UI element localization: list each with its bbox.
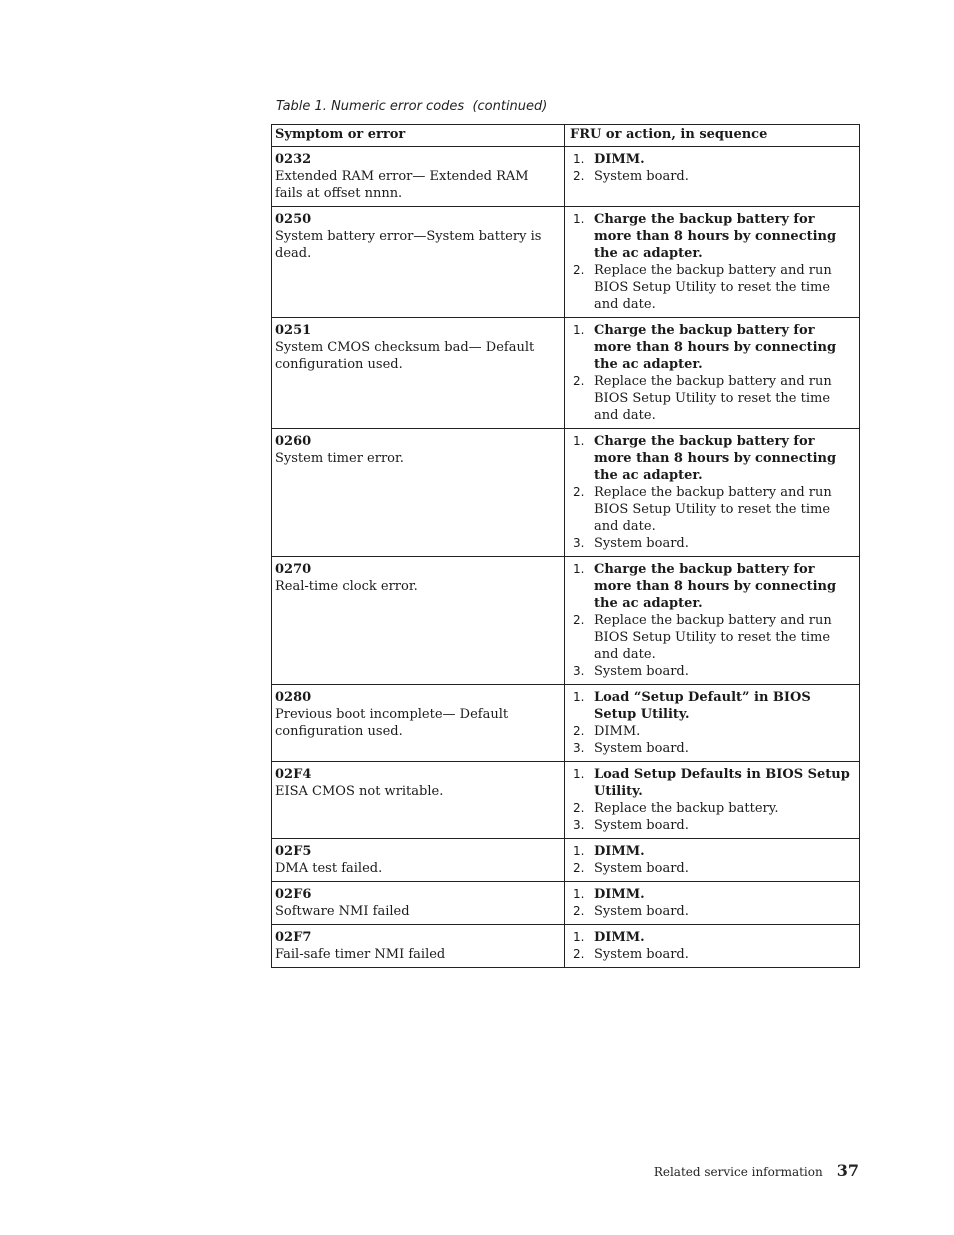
action-list	[568, 886, 855, 920]
action-text: Load “Setup Default” in BIOS Setup Utility.	[594, 690, 811, 722]
error-description: System battery error—System battery is dead.	[275, 229, 542, 261]
error-codes-table	[271, 124, 860, 968]
action-item	[568, 929, 855, 946]
error-code: 02F4	[275, 767, 312, 782]
action-item	[568, 168, 855, 185]
action-text: Load Setup Defaults in BIOS Setup Utility.	[594, 767, 850, 799]
footer-section-title: Related service information	[653, 1165, 823, 1179]
table-row	[272, 762, 860, 839]
action-list	[568, 689, 855, 757]
action-item	[568, 740, 855, 757]
error-description: EISA CMOS not writable.	[275, 784, 444, 799]
action-number: 2.	[573, 613, 585, 627]
action-text: System board.	[594, 664, 689, 679]
action-item	[568, 843, 855, 860]
action-cell	[565, 429, 860, 557]
symptom-cell	[272, 557, 565, 685]
action-number: 2.	[573, 904, 585, 918]
action-number: 1.	[573, 887, 585, 901]
symptom-cell	[272, 147, 565, 207]
table-row	[272, 882, 860, 925]
action-number: 2.	[573, 724, 585, 738]
action-text: System board.	[594, 536, 689, 551]
error-description: Software NMI failed	[275, 904, 410, 919]
error-code: 0270	[275, 562, 312, 577]
error-code: 02F7	[275, 930, 312, 945]
error-code: 0280	[275, 690, 312, 705]
action-number: 2.	[573, 263, 585, 277]
header-fru-action: FRU or action, in sequence	[565, 125, 860, 147]
action-text: System board.	[594, 169, 689, 184]
error-code: 02F5	[275, 844, 312, 859]
action-item	[568, 817, 855, 834]
action-number: 2.	[573, 801, 585, 815]
action-item	[568, 322, 855, 373]
action-item	[568, 663, 855, 680]
action-text: System board.	[594, 904, 689, 919]
symptom-cell	[272, 839, 565, 882]
action-item	[568, 561, 855, 612]
error-description: Extended RAM error— Extended RAM fails at offset nnnn.	[275, 169, 529, 201]
error-code: 0260	[275, 434, 312, 449]
action-list	[568, 322, 855, 424]
action-number: 2.	[573, 169, 585, 183]
table-row	[272, 207, 860, 318]
action-item	[568, 766, 855, 800]
table-caption: Table 1. Numeric error codes (continued)	[276, 99, 548, 114]
action-cell	[565, 557, 860, 685]
action-cell	[565, 882, 860, 925]
table-row	[272, 839, 860, 882]
action-text: Charge the backup battery for more than 8 hours by connecting the ac adapter.	[594, 562, 837, 611]
action-text: System board.	[594, 818, 689, 833]
action-item	[568, 151, 855, 168]
action-text: System board.	[594, 741, 689, 756]
error-description: Previous boot incomplete— Default configuration used.	[275, 707, 509, 739]
action-text: System board.	[594, 861, 689, 876]
action-text: Replace the backup battery and run BIOS Setup Utility to reset the time and date.	[594, 263, 832, 312]
error-code: 0250	[275, 212, 312, 227]
error-code: 0232	[275, 152, 312, 167]
action-number: 2.	[573, 374, 585, 388]
action-list	[568, 766, 855, 834]
action-cell	[565, 925, 860, 968]
action-text: DIMM.	[594, 887, 645, 902]
action-item	[568, 886, 855, 903]
action-list	[568, 843, 855, 877]
action-number: 3.	[573, 664, 585, 678]
action-list	[568, 211, 855, 313]
action-item	[568, 800, 855, 817]
action-text: DIMM.	[594, 152, 645, 167]
action-item	[568, 433, 855, 484]
table-row	[272, 429, 860, 557]
action-text: DIMM.	[594, 844, 645, 859]
action-item	[568, 903, 855, 920]
action-number: 3.	[573, 741, 585, 755]
action-number: 1.	[573, 690, 585, 704]
action-list	[568, 929, 855, 963]
table-row	[272, 925, 860, 968]
action-item	[568, 723, 855, 740]
action-text: Replace the backup battery and run BIOS Setup Utility to reset the time and date.	[594, 613, 832, 662]
action-item	[568, 373, 855, 424]
action-item	[568, 262, 855, 313]
action-number: 2.	[573, 861, 585, 875]
action-number: 1.	[573, 844, 585, 858]
error-code: 0251	[275, 323, 312, 338]
action-number: 1.	[573, 152, 585, 166]
symptom-cell	[272, 882, 565, 925]
action-number: 1.	[573, 434, 585, 448]
action-cell	[565, 147, 860, 207]
action-item	[568, 484, 855, 535]
error-description: System timer error.	[275, 451, 404, 466]
symptom-cell	[272, 762, 565, 839]
action-text: Charge the backup battery for more than 8 hours by connecting the ac adapter.	[594, 434, 837, 483]
error-description: Fail-safe timer NMI failed	[275, 947, 446, 962]
table-header-row	[272, 125, 860, 147]
symptom-cell	[272, 925, 565, 968]
action-text: System board.	[594, 947, 689, 962]
action-text: Charge the backup battery for more than 8 hours by connecting the ac adapter.	[594, 323, 837, 372]
action-cell	[565, 685, 860, 762]
action-item	[568, 946, 855, 963]
error-description: DMA test failed.	[275, 861, 383, 876]
action-number: 3.	[573, 536, 585, 550]
symptom-cell	[272, 429, 565, 557]
action-number: 1.	[573, 562, 585, 576]
action-number: 1.	[573, 930, 585, 944]
action-item	[568, 211, 855, 262]
action-cell	[565, 839, 860, 882]
action-number: 1.	[573, 212, 585, 226]
error-description: System CMOS checksum bad— Default configuration used.	[275, 340, 535, 372]
action-cell	[565, 318, 860, 429]
header-symptom: Symptom or error	[272, 125, 565, 147]
action-text: Replace the backup battery.	[594, 801, 779, 816]
symptom-cell	[272, 318, 565, 429]
action-text: Replace the backup battery and run BIOS Setup Utility to reset the time and date.	[594, 485, 832, 534]
error-code: 02F6	[275, 887, 312, 902]
action-text: Charge the backup battery for more than 8 hours by connecting the ac adapter.	[594, 212, 837, 261]
action-text: DIMM.	[594, 930, 645, 945]
action-number: 2.	[573, 485, 585, 499]
table-row	[272, 318, 860, 429]
action-list	[568, 433, 855, 552]
action-item	[568, 860, 855, 877]
action-text: Replace the backup battery and run BIOS Setup Utility to reset the time and date.	[594, 374, 832, 423]
action-item	[568, 535, 855, 552]
page-footer	[654, 1161, 859, 1180]
table-row	[272, 557, 860, 685]
action-cell	[565, 762, 860, 839]
action-list	[568, 561, 855, 680]
action-number: 3.	[573, 818, 585, 832]
action-cell	[565, 207, 860, 318]
action-item	[568, 689, 855, 723]
table-row	[272, 685, 860, 762]
action-number: 2.	[573, 947, 585, 961]
symptom-cell	[272, 207, 565, 318]
action-number: 1.	[573, 323, 585, 337]
error-description: Real-time clock error.	[275, 579, 418, 594]
page-number: 37	[836, 1161, 859, 1180]
action-item	[568, 612, 855, 663]
symptom-cell	[272, 685, 565, 762]
action-list	[568, 151, 855, 185]
table-row	[272, 147, 860, 207]
action-number: 1.	[573, 767, 585, 781]
action-text: DIMM.	[594, 724, 641, 739]
